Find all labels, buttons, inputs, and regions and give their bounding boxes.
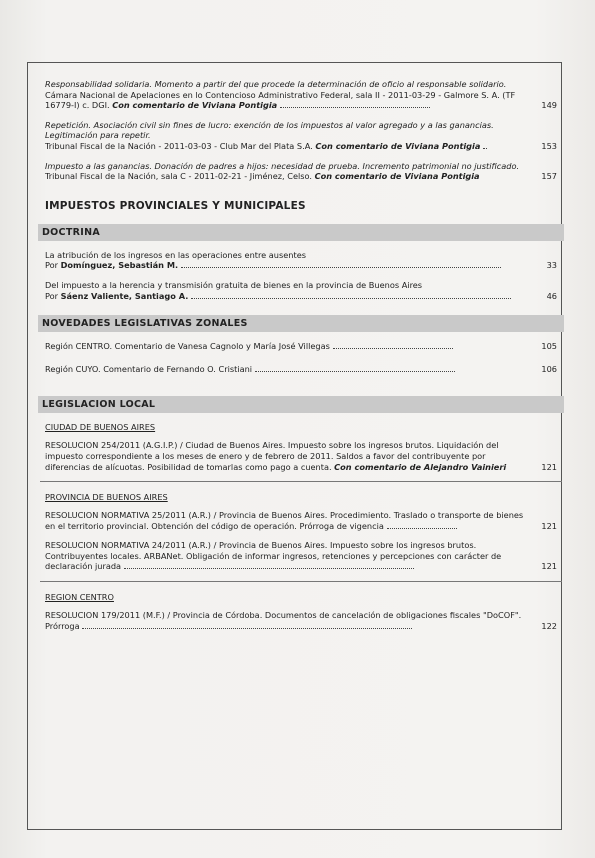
page-number: 121 <box>541 561 557 572</box>
novedades-text: Región CUYO. Comentario de Fernando O. Cristiani <box>45 363 253 374</box>
doctrina-by: Por <box>45 290 59 301</box>
page-number: 105 <box>541 341 557 352</box>
section-bar-doctrina: DOCTRINA <box>38 224 564 241</box>
entry-title: Responsabilidad solidaria. Momento a partir del que procede la determinación de oficio al responsable solidario. <box>45 79 507 89</box>
page-number: 149 <box>541 100 557 111</box>
page-number: 157 <box>541 171 557 182</box>
index-entry <box>45 161 557 182</box>
page-number: 121 <box>541 520 557 531</box>
group-heading: PROVINCIA DE BUENOS AIRES <box>45 492 168 503</box>
doctrina-title: La atribución de los ingresos en las operaciones entre ausentes <box>45 249 306 260</box>
page-number: 121 <box>541 461 557 472</box>
dot-leader <box>82 622 412 629</box>
legislacion-text: RESOLUCION 179/2011 (M.F.) / Provincia de Córdoba. Documentos de cancelación de obligaciones fiscales "DoCOF". Prórroga <box>45 610 522 631</box>
legislacion-item <box>45 440 557 472</box>
dot-leader <box>280 101 430 108</box>
entry-comment: Con comentario de Viviana Pontigia <box>314 171 480 182</box>
page-number: 106 <box>541 363 557 374</box>
doctrina-title: Del impuesto a la herencia y transmisión gratuita de bienes en la provincia de Buenos Aires <box>45 279 423 290</box>
legislacion-item <box>45 510 557 531</box>
novedades-text: Región CENTRO. Comentario de Vanesa Cagnolo y María José Villegas <box>45 341 330 352</box>
entry-title: Repetición. Asociación civil sin fines de lucro: exención de los impuestos al valor agregado y a las ganancias. Legitimación para repetir. <box>45 119 494 141</box>
divider <box>40 481 562 482</box>
entry-source: Tribunal Fiscal de la Nación - 2011-03-03 - Club Mar del Plata S.A. <box>45 140 313 151</box>
group-heading: CIUDAD DE BUENOS AIRES <box>45 422 156 433</box>
legislacion-text: RESOLUCION 254/2011 (A.G.I.P.) / Ciudad de Buenos Aires. Impuesto sobre los ingresos brutos. Liquidación del impuesto correspondiente a los meses de enero y de febrero de 2011. Saldos a favor del contribuyente por diferencias de alícuotas. Posibilidad de tomarlas como pago a cuenta. <box>45 440 499 472</box>
legislacion-text: RESOLUCION NORMATIVA 25/2011 (A.R.) / Provincia de Buenos Aires. Procedimiento. Traslado o transporte de bienes en el territorio provincial. Obtención del código de operación. Prórroga de vigencia <box>45 510 524 531</box>
dot-leader <box>483 142 487 149</box>
doctrina-item <box>45 250 557 271</box>
novedades-item <box>45 341 557 352</box>
page-number: 46 <box>546 290 557 301</box>
divider <box>40 581 562 582</box>
page-number: 153 <box>541 140 557 151</box>
legislacion-text: RESOLUCION NORMATIVA 24/2011 (A.R.) / Provincia de Buenos Aires. Impuesto sobre los ingresos brutos. Contribuyentes locales. ARBANet. Obligación de informar ingresos, retenciones y percepciones con carácter de declaración jurada <box>45 540 502 572</box>
page-number: 122 <box>541 620 557 631</box>
doctrina-author: Domínguez, Sebastián M. <box>60 260 179 271</box>
novedades-item <box>45 364 557 375</box>
entry-title: Impuesto a las ganancias. Donación de padres a hijos: necesidad de prueba. Incremento patrimonial no justificado. <box>45 160 520 171</box>
legislacion-item <box>45 610 557 631</box>
group-heading: REGION CENTRO <box>45 592 114 603</box>
dot-leader <box>191 292 511 299</box>
legislacion-comment: Con comentario de Alejandro Vainieri <box>334 461 507 472</box>
section-title: IMPUESTOS PROVINCIALES Y MUNICIPALES <box>45 199 306 212</box>
index-entry <box>45 120 557 152</box>
entry-source: Cámara Nacional de Apelaciones en lo Contencioso Administrativo Federal, sala II - 2011-03-29 - Galmore S. A. (TF 16779-I) c. DGI. <box>45 89 516 111</box>
entry-comment: Con comentario de Viviana Pontigia <box>315 140 481 151</box>
entry-source: Tribunal Fiscal de la Nación, sala C - 2011-02-21 - Jiménez, Celso. <box>45 171 312 182</box>
dot-leader <box>333 342 453 349</box>
section-bar-novedades: NOVEDADES LEGISLATIVAS ZONALES <box>38 315 564 332</box>
section-bar-legislacion: LEGISLACION LOCAL <box>38 396 564 413</box>
legislacion-item <box>45 540 557 572</box>
dot-leader <box>255 365 455 372</box>
dot-leader <box>181 261 501 268</box>
dot-leader <box>124 562 414 569</box>
index-content <box>42 79 557 640</box>
entry-comment: Con comentario de Viviana Pontigia <box>112 100 278 111</box>
dot-leader <box>387 522 457 529</box>
doctrina-author: Sáenz Valiente, Santiago A. <box>60 290 189 301</box>
index-entry <box>45 79 557 111</box>
doctrina-by: Por <box>45 260 59 271</box>
page-number: 33 <box>546 260 557 271</box>
doctrina-item <box>45 280 557 301</box>
